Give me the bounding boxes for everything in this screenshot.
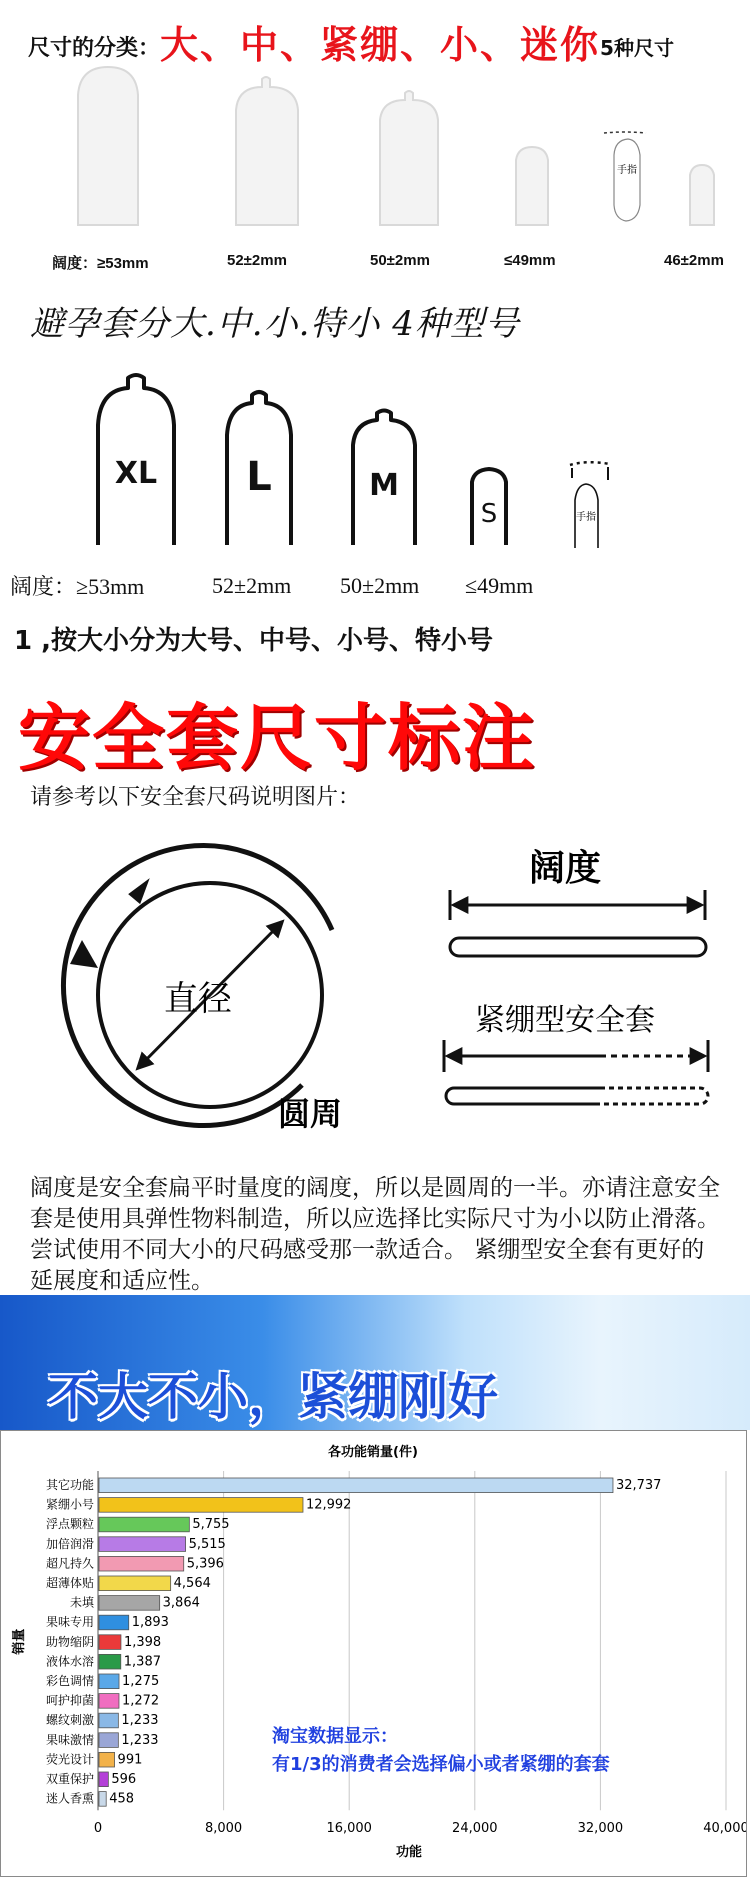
explanation-paragraph: 阔度是安全套扁平时量度的阔度，所以是圆周的一半。亦请注意安全套是使用具弹性物料制造，所以应选择比实际尺寸为小以防止滑落。 尝试使用不同大小的尺码感受那一款适合。 紧绷型安全套有更好的延展度和适应性。	[30, 1175, 720, 1294]
bar-2	[99, 1517, 189, 1532]
sales-chart	[1, 1431, 746, 1876]
value-label: 4,564	[173, 1576, 211, 1591]
bar-8	[99, 1635, 121, 1650]
category-label: 迷人香熏	[45, 1791, 94, 1806]
data-note-line1: 淘宝数据显示：	[272, 1726, 398, 1747]
bar-9	[99, 1654, 121, 1669]
x-tick-label: 24,000	[452, 1821, 498, 1837]
data-note-line2: 有1/3的消费者会选择偏小或者紧绷的套套	[272, 1754, 610, 1775]
category-label: 超薄体贴	[45, 1576, 94, 1590]
finger-label-hand: 手指	[576, 512, 596, 523]
size-l-letter: L	[246, 454, 272, 500]
category-label: 液体水溶	[45, 1654, 94, 1669]
size-mini-silhouette	[690, 165, 714, 225]
diameter-label: 直径	[164, 979, 232, 1019]
category-label: 荧光设计	[45, 1752, 94, 1767]
value-label: 1,272	[121, 1693, 160, 1709]
value-label: 3,864	[162, 1595, 200, 1611]
hand-width-xl: 阔度：≥53mm	[10, 574, 145, 599]
category-label: 超凡持久	[45, 1556, 94, 1571]
size-intro-title: 尺寸的分类：大、中、紧绷、小、迷你5种尺寸	[28, 23, 674, 67]
value-label: 5,755	[192, 1517, 230, 1533]
hand-drawn-title: 避孕套分大.中.小.特小 4种型号	[30, 304, 520, 344]
category-label: 彩色调情	[45, 1674, 94, 1688]
category-label: 加倍润滑	[45, 1536, 94, 1551]
width-label-small: ≤49mm	[504, 252, 556, 269]
value-label: 5,515	[188, 1536, 226, 1552]
circumference-label: 圆周	[277, 1095, 343, 1133]
size-large-silhouette	[78, 67, 138, 225]
bar-12	[99, 1713, 118, 1728]
category-label: 助物缩阴	[45, 1634, 94, 1649]
width-label-tight: 50±2mm	[370, 252, 430, 269]
width-label-medium: 52±2mm	[227, 252, 287, 269]
category-label: 其它功能	[45, 1478, 94, 1492]
hand-width-m: 50±2mm	[340, 573, 420, 598]
tight-condom-bar	[600, 1088, 708, 1104]
value-label: 1,275	[122, 1674, 160, 1689]
category-label: 螺纹刺激	[45, 1713, 94, 1728]
hand-width-l: 52±2mm	[212, 573, 292, 598]
size-s-letter: S	[480, 499, 498, 529]
category-label: 未填	[69, 1595, 94, 1610]
size-xl-letter: XL	[114, 456, 158, 491]
y-axis-title: 销量	[12, 1628, 27, 1655]
bar-14	[99, 1752, 115, 1767]
hand-drawn-sizes	[0, 370, 750, 550]
value-label: 1,398	[123, 1634, 162, 1650]
x-axis-title: 功能	[395, 1845, 423, 1861]
value-label: 458	[109, 1791, 135, 1807]
value-label: 1,893	[131, 1615, 169, 1631]
x-tick-label: 8,000	[204, 1821, 243, 1837]
width-label-large: 阔度：≥53mm	[52, 255, 149, 272]
hand-width-s: ≤49mm	[465, 573, 534, 598]
size-categories: 大、中、紧绷、小、迷你	[160, 23, 601, 67]
value-label: 12,992	[305, 1497, 352, 1513]
value-label: 5,396	[186, 1556, 224, 1572]
value-label: 596	[111, 1772, 137, 1787]
value-label: 991	[117, 1752, 143, 1768]
bar-5	[99, 1576, 171, 1591]
bar-16	[99, 1792, 106, 1807]
width-label-mini: 46±2mm	[664, 252, 724, 269]
size-m-letter: M	[369, 468, 399, 503]
bar-11	[99, 1694, 119, 1709]
measure-diagram	[40, 840, 740, 1160]
chart-title: 各功能销量(件)	[328, 1445, 418, 1460]
width-heading: 阔度	[528, 848, 602, 889]
flat-condom-bar	[450, 938, 706, 956]
bar-0	[99, 1478, 613, 1493]
finger-icon	[614, 139, 640, 221]
category-label: 果味激情	[45, 1732, 94, 1747]
size-tight-silhouette	[380, 91, 438, 225]
category-line: 1 ,按大小分为大号、中号、小号、特小号	[14, 626, 494, 656]
value-label: 1,387	[123, 1654, 161, 1670]
bar-4	[99, 1556, 184, 1571]
size-silhouettes	[0, 55, 750, 235]
bar-1	[99, 1498, 303, 1513]
tight-heading: 紧绷型安全套	[475, 1003, 655, 1038]
bar-3	[99, 1537, 186, 1552]
size-medium-silhouette	[236, 77, 298, 225]
category-label: 双重保护	[45, 1772, 94, 1786]
category-label: 呵护抑菌	[45, 1693, 94, 1708]
value-label: 1,233	[121, 1713, 159, 1729]
banner-slogan: 不大不小，紧绷刚好	[48, 1368, 498, 1426]
refer-text: 请参考以下安全套尺码说明图片：	[30, 785, 361, 810]
category-label: 果味专用	[45, 1615, 94, 1630]
x-tick-label: 0	[93, 1821, 103, 1837]
sales-chart-frame	[0, 1430, 747, 1877]
x-tick-label: 16,000	[326, 1821, 372, 1837]
size-label-heading: 安全套尺寸标注	[18, 696, 537, 780]
x-tick-label: 32,000	[577, 1821, 624, 1837]
bar-10	[99, 1674, 119, 1689]
bar-15	[99, 1772, 108, 1787]
value-label: 1,233	[121, 1732, 159, 1748]
bar-7	[99, 1615, 129, 1630]
bar-13	[99, 1733, 118, 1748]
bar-6	[99, 1596, 160, 1611]
category-label: 浮点颗粒	[45, 1517, 94, 1532]
x-tick-label: 40,000	[703, 1821, 746, 1837]
category-label: 紧绷小号	[45, 1497, 94, 1512]
size-small-silhouette	[516, 147, 548, 225]
value-label: 32,737	[615, 1478, 662, 1493]
finger-label: 手指	[617, 165, 637, 176]
